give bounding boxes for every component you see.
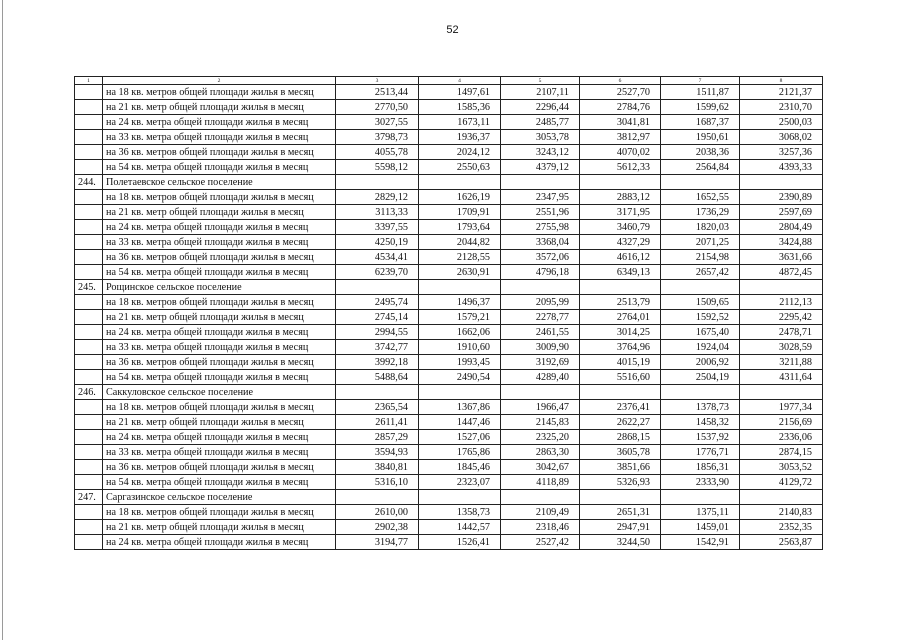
value-cell: 4534,41 (336, 250, 419, 265)
empty-cell (75, 85, 103, 100)
value-cell: 3053,78 (501, 130, 580, 145)
empty-cell (75, 220, 103, 235)
table-row (75, 475, 823, 490)
table-row (75, 400, 823, 415)
value-cell: 1736,29 (661, 205, 740, 220)
value-cell: 3014,25 (580, 325, 661, 340)
value-cell: 1662,06 (419, 325, 501, 340)
value-cell: 5516,60 (580, 370, 661, 385)
empty-cell (75, 505, 103, 520)
row-label: на 54 кв. метра общей площади жилья в месяц (103, 160, 336, 175)
value-cell: 6239,70 (336, 265, 419, 280)
value-cell: 2527,42 (501, 535, 580, 550)
value-cell: 1442,57 (419, 520, 501, 535)
value-cell: 1526,41 (419, 535, 501, 550)
column-number-row (75, 77, 823, 85)
value-cell: 3742,77 (336, 340, 419, 355)
value-cell: 2109,49 (501, 505, 580, 520)
empty-cell (580, 175, 661, 190)
value-cell: 2121,37 (740, 85, 823, 100)
column-number: 6 (580, 77, 661, 85)
page-edge-line (2, 0, 3, 640)
row-label: на 33 кв. метра общей площади жилья в месяц (103, 340, 336, 355)
value-cell: 2755,98 (501, 220, 580, 235)
empty-cell (75, 520, 103, 535)
section-index: 247. (75, 490, 103, 505)
row-label: на 36 кв. метров общей площади жилья в месяц (103, 460, 336, 475)
value-cell: 1459,01 (661, 520, 740, 535)
value-cell: 4379,12 (501, 160, 580, 175)
empty-cell (336, 490, 419, 505)
value-cell: 2461,55 (501, 325, 580, 340)
value-cell: 1375,11 (661, 505, 740, 520)
table-row (75, 205, 823, 220)
empty-cell (75, 325, 103, 340)
table-row (75, 325, 823, 340)
empty-cell (75, 355, 103, 370)
value-cell: 1776,71 (661, 445, 740, 460)
row-label: на 18 кв. метров общей площади жилья в месяц (103, 85, 336, 100)
value-cell: 4129,72 (740, 475, 823, 490)
value-cell: 1910,60 (419, 340, 501, 355)
settlement-name: Полетаевское сельское поселение (103, 175, 336, 190)
value-cell: 2947,91 (580, 520, 661, 535)
value-cell: 1496,37 (419, 295, 501, 310)
value-cell: 2550,63 (419, 160, 501, 175)
empty-cell (75, 340, 103, 355)
value-cell: 2128,55 (419, 250, 501, 265)
value-cell: 1675,40 (661, 325, 740, 340)
empty-cell (75, 370, 103, 385)
value-cell: 1509,65 (661, 295, 740, 310)
empty-cell (661, 175, 740, 190)
empty-cell (336, 175, 419, 190)
table-row (75, 190, 823, 205)
table-row (75, 430, 823, 445)
value-cell: 1447,46 (419, 415, 501, 430)
row-label: на 36 кв. метров общей площади жилья в месяц (103, 250, 336, 265)
empty-cell (75, 430, 103, 445)
value-cell: 2784,76 (580, 100, 661, 115)
value-cell: 3368,04 (501, 235, 580, 250)
row-label: на 36 кв. метров общей площади жилья в месяц (103, 355, 336, 370)
value-cell: 2318,46 (501, 520, 580, 535)
empty-cell (501, 175, 580, 190)
empty-cell (75, 475, 103, 490)
value-cell: 2006,92 (661, 355, 740, 370)
row-label: на 33 кв. метра общей площади жилья в месяц (103, 235, 336, 250)
value-cell: 2333,90 (661, 475, 740, 490)
empty-cell (336, 280, 419, 295)
value-cell: 2513,44 (336, 85, 419, 100)
empty-cell (75, 160, 103, 175)
column-number: 5 (501, 77, 580, 85)
value-cell: 2745,14 (336, 310, 419, 325)
value-cell: 3243,12 (501, 145, 580, 160)
table-row (75, 145, 823, 160)
value-cell: 2994,55 (336, 325, 419, 340)
table-row (75, 220, 823, 235)
value-cell: 2764,01 (580, 310, 661, 325)
value-cell: 2513,79 (580, 295, 661, 310)
empty-cell (740, 385, 823, 400)
table-row (75, 295, 823, 310)
value-cell: 2044,82 (419, 235, 501, 250)
value-cell: 2296,44 (501, 100, 580, 115)
row-label: на 18 кв. метров общей площади жилья в месяц (103, 505, 336, 520)
empty-cell (419, 385, 501, 400)
empty-cell (75, 415, 103, 430)
value-cell: 2597,69 (740, 205, 823, 220)
value-cell: 4393,33 (740, 160, 823, 175)
empty-cell (580, 490, 661, 505)
row-label: на 54 кв. метра общей площади жилья в месяц (103, 370, 336, 385)
row-label: на 21 кв. метр общей площади жилья в месяц (103, 205, 336, 220)
value-cell: 3053,52 (740, 460, 823, 475)
table-row (75, 340, 823, 355)
value-cell: 2657,42 (661, 265, 740, 280)
empty-cell (75, 445, 103, 460)
value-cell: 2902,38 (336, 520, 419, 535)
empty-cell (75, 205, 103, 220)
section-row (75, 175, 823, 190)
empty-cell (75, 265, 103, 280)
value-cell: 3840,81 (336, 460, 419, 475)
value-cell: 1977,34 (740, 400, 823, 415)
table-row (75, 535, 823, 550)
value-cell: 2504,19 (661, 370, 740, 385)
value-cell: 1626,19 (419, 190, 501, 205)
value-cell: 2145,83 (501, 415, 580, 430)
value-cell: 2868,15 (580, 430, 661, 445)
value-cell: 2478,71 (740, 325, 823, 340)
value-cell: 6349,13 (580, 265, 661, 280)
empty-cell (75, 115, 103, 130)
value-cell: 3041,81 (580, 115, 661, 130)
value-cell: 1358,73 (419, 505, 501, 520)
value-cell: 2323,07 (419, 475, 501, 490)
row-label: на 24 кв. метра общей площади жилья в месяц (103, 115, 336, 130)
empty-cell (75, 190, 103, 205)
value-cell: 2527,70 (580, 85, 661, 100)
value-cell: 2551,96 (501, 205, 580, 220)
value-cell: 1966,47 (501, 400, 580, 415)
value-cell: 3992,18 (336, 355, 419, 370)
value-cell: 4327,29 (580, 235, 661, 250)
section-row (75, 385, 823, 400)
value-cell: 4015,19 (580, 355, 661, 370)
empty-cell (75, 100, 103, 115)
value-cell: 2770,50 (336, 100, 419, 115)
value-cell: 4055,78 (336, 145, 419, 160)
empty-cell (419, 175, 501, 190)
value-cell: 3257,36 (740, 145, 823, 160)
value-cell: 3812,97 (580, 130, 661, 145)
row-label: на 21 кв. метр общей площади жилья в месяц (103, 520, 336, 535)
value-cell: 2336,06 (740, 430, 823, 445)
value-cell: 4118,89 (501, 475, 580, 490)
page-number: 52 (446, 24, 459, 36)
value-cell: 2490,54 (419, 370, 501, 385)
value-cell: 4796,18 (501, 265, 580, 280)
settlement-name: Саккуловское сельское поселение (103, 385, 336, 400)
empty-cell (75, 295, 103, 310)
section-index: 246. (75, 385, 103, 400)
value-cell: 1673,11 (419, 115, 501, 130)
value-cell: 3068,02 (740, 130, 823, 145)
value-cell: 5316,10 (336, 475, 419, 490)
value-cell: 3171,95 (580, 205, 661, 220)
value-cell: 4289,40 (501, 370, 580, 385)
value-cell: 3460,79 (580, 220, 661, 235)
empty-cell (501, 490, 580, 505)
table-row (75, 445, 823, 460)
value-cell: 2630,91 (419, 265, 501, 280)
value-cell: 1579,21 (419, 310, 501, 325)
table-row (75, 520, 823, 535)
value-cell: 2310,70 (740, 100, 823, 115)
empty-cell (75, 235, 103, 250)
row-label: на 33 кв. метра общей площади жилья в месяц (103, 130, 336, 145)
value-cell: 3605,78 (580, 445, 661, 460)
settlement-name: Рощинское сельское поселение (103, 280, 336, 295)
value-cell: 2107,11 (501, 85, 580, 100)
value-cell: 2500,03 (740, 115, 823, 130)
value-cell: 4311,64 (740, 370, 823, 385)
value-cell: 2485,77 (501, 115, 580, 130)
column-number: 3 (336, 77, 419, 85)
value-cell: 2112,13 (740, 295, 823, 310)
value-cell: 2804,49 (740, 220, 823, 235)
table-row (75, 130, 823, 145)
value-cell: 1936,37 (419, 130, 501, 145)
column-number: 8 (740, 77, 823, 85)
value-cell: 1542,91 (661, 535, 740, 550)
empty-cell (75, 535, 103, 550)
value-cell: 1585,36 (419, 100, 501, 115)
value-cell: 3027,55 (336, 115, 419, 130)
row-label: на 18 кв. метров общей площади жилья в месяц (103, 400, 336, 415)
value-cell: 2352,35 (740, 520, 823, 535)
value-cell: 1652,55 (661, 190, 740, 205)
value-cell: 1856,31 (661, 460, 740, 475)
section-index: 244. (75, 175, 103, 190)
value-cell: 3798,73 (336, 130, 419, 145)
table-row (75, 415, 823, 430)
empty-cell (75, 400, 103, 415)
table-row (75, 85, 823, 100)
value-cell: 2390,89 (740, 190, 823, 205)
value-cell: 2495,74 (336, 295, 419, 310)
value-cell: 2295,42 (740, 310, 823, 325)
value-cell: 2278,77 (501, 310, 580, 325)
row-label: на 33 кв. метра общей площади жилья в месяц (103, 445, 336, 460)
value-cell: 3397,55 (336, 220, 419, 235)
section-row (75, 280, 823, 295)
row-label: на 36 кв. метров общей площади жилья в месяц (103, 145, 336, 160)
value-cell: 3572,06 (501, 250, 580, 265)
value-cell: 2563,87 (740, 535, 823, 550)
value-cell: 1820,03 (661, 220, 740, 235)
value-cell: 2347,95 (501, 190, 580, 205)
table-row (75, 250, 823, 265)
value-cell: 3631,66 (740, 250, 823, 265)
value-cell: 5612,33 (580, 160, 661, 175)
value-cell: 1458,32 (661, 415, 740, 430)
empty-cell (501, 385, 580, 400)
value-cell: 2651,31 (580, 505, 661, 520)
empty-cell (740, 280, 823, 295)
value-cell: 3042,67 (501, 460, 580, 475)
section-row (75, 490, 823, 505)
value-cell: 2038,36 (661, 145, 740, 160)
column-number: 1 (75, 77, 103, 85)
table-row (75, 460, 823, 475)
value-cell: 1592,52 (661, 310, 740, 325)
value-cell: 2071,25 (661, 235, 740, 250)
table-row (75, 115, 823, 130)
row-label: на 24 кв. метра общей площади жилья в месяц (103, 325, 336, 340)
row-label: на 24 кв. метра общей площади жилья в месяц (103, 535, 336, 550)
value-cell: 2095,99 (501, 295, 580, 310)
empty-cell (580, 385, 661, 400)
value-cell: 5326,93 (580, 475, 661, 490)
value-cell: 1378,73 (661, 400, 740, 415)
value-cell: 1924,04 (661, 340, 740, 355)
empty-cell (419, 490, 501, 505)
table-row (75, 505, 823, 520)
table-row (75, 370, 823, 385)
empty-cell (661, 280, 740, 295)
value-cell: 3192,69 (501, 355, 580, 370)
column-number: 2 (103, 77, 336, 85)
value-cell: 2024,12 (419, 145, 501, 160)
settlement-name: Саргазинское сельское поселение (103, 490, 336, 505)
row-label: на 21 кв. метр общей площади жилья в месяц (103, 310, 336, 325)
row-label: на 21 кв. метр общей площади жилья в месяц (103, 100, 336, 115)
value-cell: 1511,87 (661, 85, 740, 100)
value-cell: 5488,64 (336, 370, 419, 385)
value-cell: 2365,54 (336, 400, 419, 415)
value-cell: 2874,15 (740, 445, 823, 460)
value-cell: 2611,41 (336, 415, 419, 430)
value-cell: 5598,12 (336, 160, 419, 175)
value-cell: 3424,88 (740, 235, 823, 250)
empty-cell (336, 385, 419, 400)
value-cell: 1497,61 (419, 85, 501, 100)
value-cell: 1845,46 (419, 460, 501, 475)
value-cell: 2140,83 (740, 505, 823, 520)
empty-cell (740, 175, 823, 190)
empty-cell (580, 280, 661, 295)
empty-cell (419, 280, 501, 295)
value-cell: 3009,90 (501, 340, 580, 355)
row-label: на 54 кв. метра общей площади жилья в месяц (103, 265, 336, 280)
tariff-table (74, 76, 823, 550)
value-cell: 2610,00 (336, 505, 419, 520)
value-cell: 1599,62 (661, 100, 740, 115)
value-cell: 3594,93 (336, 445, 419, 460)
value-cell: 2883,12 (580, 190, 661, 205)
value-cell: 3211,88 (740, 355, 823, 370)
value-cell: 1367,86 (419, 400, 501, 415)
empty-cell (75, 145, 103, 160)
empty-cell (740, 490, 823, 505)
row-label: на 21 кв. метр общей площади жилья в месяц (103, 415, 336, 430)
row-label: на 24 кв. метра общей площади жилья в месяц (103, 220, 336, 235)
empty-cell (661, 385, 740, 400)
table-row (75, 265, 823, 280)
row-label: на 18 кв. метров общей площади жилья в месяц (103, 295, 336, 310)
value-cell: 2325,20 (501, 430, 580, 445)
row-label: на 24 кв. метра общей площади жилья в месяц (103, 430, 336, 445)
value-cell: 3244,50 (580, 535, 661, 550)
empty-cell (75, 130, 103, 145)
empty-cell (501, 280, 580, 295)
value-cell: 4250,19 (336, 235, 419, 250)
value-cell: 1687,37 (661, 115, 740, 130)
value-cell: 1527,06 (419, 430, 501, 445)
table-row (75, 310, 823, 325)
table-body (75, 77, 823, 550)
table-row (75, 100, 823, 115)
value-cell: 1793,64 (419, 220, 501, 235)
empty-cell (75, 250, 103, 265)
table-row (75, 160, 823, 175)
value-cell: 1709,91 (419, 205, 501, 220)
value-cell: 3028,59 (740, 340, 823, 355)
value-cell: 1537,92 (661, 430, 740, 445)
value-cell: 3764,96 (580, 340, 661, 355)
column-number: 4 (419, 77, 501, 85)
value-cell: 3113,33 (336, 205, 419, 220)
column-number: 7 (661, 77, 740, 85)
row-label: на 18 кв. метров общей площади жилья в месяц (103, 190, 336, 205)
value-cell: 2857,29 (336, 430, 419, 445)
empty-cell (75, 460, 103, 475)
value-cell: 4872,45 (740, 265, 823, 280)
section-index: 245. (75, 280, 103, 295)
value-cell: 2564,84 (661, 160, 740, 175)
value-cell: 1950,61 (661, 130, 740, 145)
value-cell: 2376,41 (580, 400, 661, 415)
value-cell: 2863,30 (501, 445, 580, 460)
value-cell: 2829,12 (336, 190, 419, 205)
value-cell: 4070,02 (580, 145, 661, 160)
value-cell: 4616,12 (580, 250, 661, 265)
value-cell: 3194,77 (336, 535, 419, 550)
value-cell: 2156,69 (740, 415, 823, 430)
row-label: на 54 кв. метра общей площади жилья в месяц (103, 475, 336, 490)
value-cell: 1765,86 (419, 445, 501, 460)
value-cell: 2154,98 (661, 250, 740, 265)
empty-cell (661, 490, 740, 505)
value-cell: 2622,27 (580, 415, 661, 430)
value-cell: 3851,66 (580, 460, 661, 475)
table-row (75, 355, 823, 370)
empty-cell (75, 310, 103, 325)
value-cell: 1993,45 (419, 355, 501, 370)
table-row (75, 235, 823, 250)
